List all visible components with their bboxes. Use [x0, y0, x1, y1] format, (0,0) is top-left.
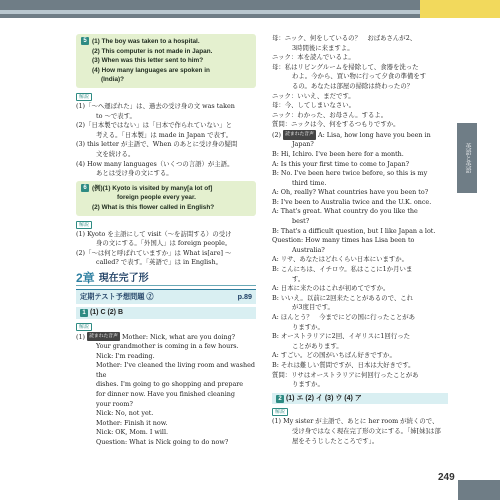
chapter-title: 現在完了形 — [98, 272, 149, 284]
translation-line: るの。あなたは部屋の掃除は終わったの？ — [292, 81, 414, 90]
explanation-line: called? で表す。「英語で」は in English。 — [96, 258, 222, 267]
explanation-badge: 解説 — [76, 93, 92, 101]
dialog-line: dishes. I'm going to go shopping and prepare — [96, 380, 244, 389]
dialog-line: Japan? — [292, 140, 314, 149]
answer-text: (1) C (2) B — [89, 309, 124, 317]
explanation-badge: 解説 — [272, 408, 288, 416]
explanation-line: あとは受け身の文にする。 — [96, 169, 173, 178]
translation-line: りますか。 — [292, 322, 324, 331]
explanation-line: (4) How many languages（いくつの言語）が主語。 — [76, 159, 234, 168]
translation-line: す。 — [292, 274, 305, 283]
translation-line: A: すごい。どの国がいちばん好きですか。 — [272, 351, 396, 360]
explanation-badge: 解説 — [76, 221, 92, 229]
answer-line: (3) When was this letter sent to him? — [92, 57, 204, 65]
test-heading — [76, 289, 256, 304]
dialog-line: Mother: Finish it now. — [96, 418, 168, 427]
audio-label: 読まれた音声 — [283, 130, 316, 140]
translation-block — [272, 34, 448, 390]
answer-line: foreign people every year. — [117, 194, 196, 202]
answer-line: (2) What is this flower called in English? — [92, 203, 215, 211]
explanation-line: (2)「〜は何と呼ばれていますか」は What is[are] 〜 — [76, 248, 232, 257]
test-page-ref: p.89 — [237, 292, 252, 302]
dialog-line: Mother: I've cleaned the living room and washed the — [96, 361, 255, 379]
answer-line: (例)(1) Kyoto is visited by many[a lot of] — [92, 184, 213, 192]
dialog-line: A: Lisa, how long have you been in — [317, 130, 431, 139]
dialog-line: Mother: Nick, what are you doing? — [121, 332, 236, 341]
translation-line: 質問：リサはオーストラリアに何回行ったことがあ — [272, 370, 419, 379]
explanation-block — [272, 417, 448, 446]
top-header-bar — [0, 0, 500, 18]
explanation-line: (3) this letter が主語で、When のあとに受け身の疑問 — [76, 140, 238, 149]
answer-bar-1 — [76, 307, 256, 319]
dialog-line: Your grandmother is coming in a few hours. — [96, 342, 239, 351]
translation-line: 質問：ニックは今、何をするつもりですか。 — [272, 120, 400, 129]
answer-line: (4) How many languages are spoken in — [92, 66, 210, 74]
answer-line: (1) The boy was taken to a hospital. — [92, 38, 200, 45]
question-number: 2 — [276, 395, 284, 403]
translation-line: ことがあります。 — [292, 341, 343, 350]
dialog-line: A: Oh, really? What countries have you been to? — [272, 188, 429, 197]
dialog-line: B: No. I've been here twice before, so this is my — [272, 169, 428, 178]
dialog-line: Nick: I'm reading. — [96, 351, 155, 360]
explanation-block — [76, 102, 256, 179]
explanation-line: (1)「〜へ運ばれた」は、過去の受け身の文 was taken — [76, 101, 235, 110]
translation-line: が3度目です。 — [292, 303, 334, 312]
explanation-line: 受け身ではなく現在完了形の文にする。「姉[妹]は部 — [292, 426, 441, 435]
translation-line: A: ほんとう？ 今までにどの国に行ったことがあ — [272, 313, 416, 322]
dialog-line: Nick: No, not yet. — [96, 409, 154, 418]
answer-text: (1) エ (2) イ (3) ウ (4) ア — [285, 394, 362, 402]
dialog-line: B: That's a difficult question, but I like Japan a lot. — [272, 226, 436, 235]
explanation-line: (1) My sister が主語で、あとに her room が続くので、 — [272, 417, 439, 426]
translation-line: B: こんにちは、イチロウ。私はここに1か月いま — [272, 265, 413, 274]
question-number: 5 — [81, 37, 89, 45]
translation-line: りますか。 — [292, 380, 324, 389]
dialog-line: B: Hi, Ichiro. I've been here for a month. — [272, 149, 404, 158]
answer-bar-2 — [272, 393, 448, 405]
audio-label: 読まれた音声 — [87, 332, 120, 342]
question-number: 1 — [80, 309, 88, 317]
dialog-line: Question: How many times has Lisa been to — [272, 236, 415, 245]
explanation-badge: 解説 — [76, 323, 92, 331]
explanation-line: 屋をそうじしたところです」。 — [292, 436, 379, 445]
explanation-line: to 〜で表す。 — [96, 111, 136, 120]
question-number: 6 — [81, 184, 89, 192]
translation-line: 母：私はリビングルームを掃除して、食器を洗った — [272, 62, 419, 71]
explanation-line: 考える。「日本製」は made in Japan で表す。 — [96, 130, 233, 139]
dialog-line: B: I've been to Australia twice and the U.K. once. — [272, 197, 432, 206]
explanation-line: (2)「日本製ではない」は「日本で作られていない」と — [76, 121, 233, 130]
dialog-line: your room? — [96, 399, 133, 408]
dialog-line: for dinner now. Have you finished cleaning — [96, 390, 235, 399]
translation-line: ニック：本を読んでいるよ。 — [272, 53, 355, 62]
page-corner-bar — [458, 480, 500, 500]
translation-line: B: いいえ。以前に2回来たことがあるので、これ — [272, 293, 414, 302]
dialog-line: Question: What is Nick going to do now? — [96, 437, 229, 446]
dialog-line: third time. — [292, 178, 327, 187]
section-side-tab: 英語と英語 — [457, 123, 477, 193]
answer-box-5 — [76, 34, 256, 88]
translation-line: わよ。今から、買い物に行って夕食の準備をす — [292, 72, 427, 81]
translation-line: ニック：わかった、お母さん。するよ。 — [272, 110, 388, 119]
answer-box-6 — [76, 181, 256, 216]
page-number: 249 — [438, 472, 455, 483]
explanation-line: (1) Kyoto を主語にして visit（〜を訪問する）の受け — [76, 229, 232, 238]
dialog-intro: (2) — [272, 130, 282, 139]
explanation-line: 文を続ける。 — [96, 149, 135, 158]
translation-line: 母：ニック、何をしているの？ おばあさんが2、 — [272, 34, 417, 42]
dialog-block — [76, 332, 256, 448]
translation-line: A: リサ、あなたはどれくらい日本にいますか。 — [272, 255, 409, 264]
answer-line: (India)? — [101, 76, 125, 84]
explanation-line: 身の文にする。「外国人」は foreign people。 — [96, 239, 232, 248]
right-column — [272, 34, 448, 448]
dialog-line: Nick: OK, Mom. I will. — [96, 428, 169, 437]
answer-line: (2) This computer is not made in Japan. — [92, 47, 213, 55]
chapter-heading — [76, 270, 256, 287]
dialog-intro: (1) — [76, 332, 86, 341]
header-stripe — [0, 10, 420, 14]
chapter-number: 2章 — [76, 270, 95, 285]
header-accent — [420, 0, 500, 18]
translation-line: A: 日本に来たのはこれが初めてですか。 — [272, 284, 390, 293]
translation-line: ニック：いいえ、まだです。 — [272, 91, 355, 100]
translation-line: 3時間後に来ますよ。 — [292, 43, 354, 52]
dialog-line: A: That's great. What country do you like the — [272, 207, 418, 216]
translation-line: B: オーストラリアに2回、イギリスに1回行った — [272, 332, 410, 341]
dialog-line: A: Is this your first time to come to Japan? — [272, 159, 410, 168]
left-column — [76, 34, 256, 448]
translation-line: 母：今、してしまいなさい。 — [272, 101, 356, 110]
test-title: 定期テスト予想問題 ② — [80, 292, 154, 302]
translation-line: B: それは難しい質問ですが、日本は大好きです。 — [272, 360, 415, 369]
dialog-line: best? — [292, 217, 310, 226]
explanation-block — [76, 230, 256, 268]
dialog-line: Australia? — [292, 245, 325, 254]
